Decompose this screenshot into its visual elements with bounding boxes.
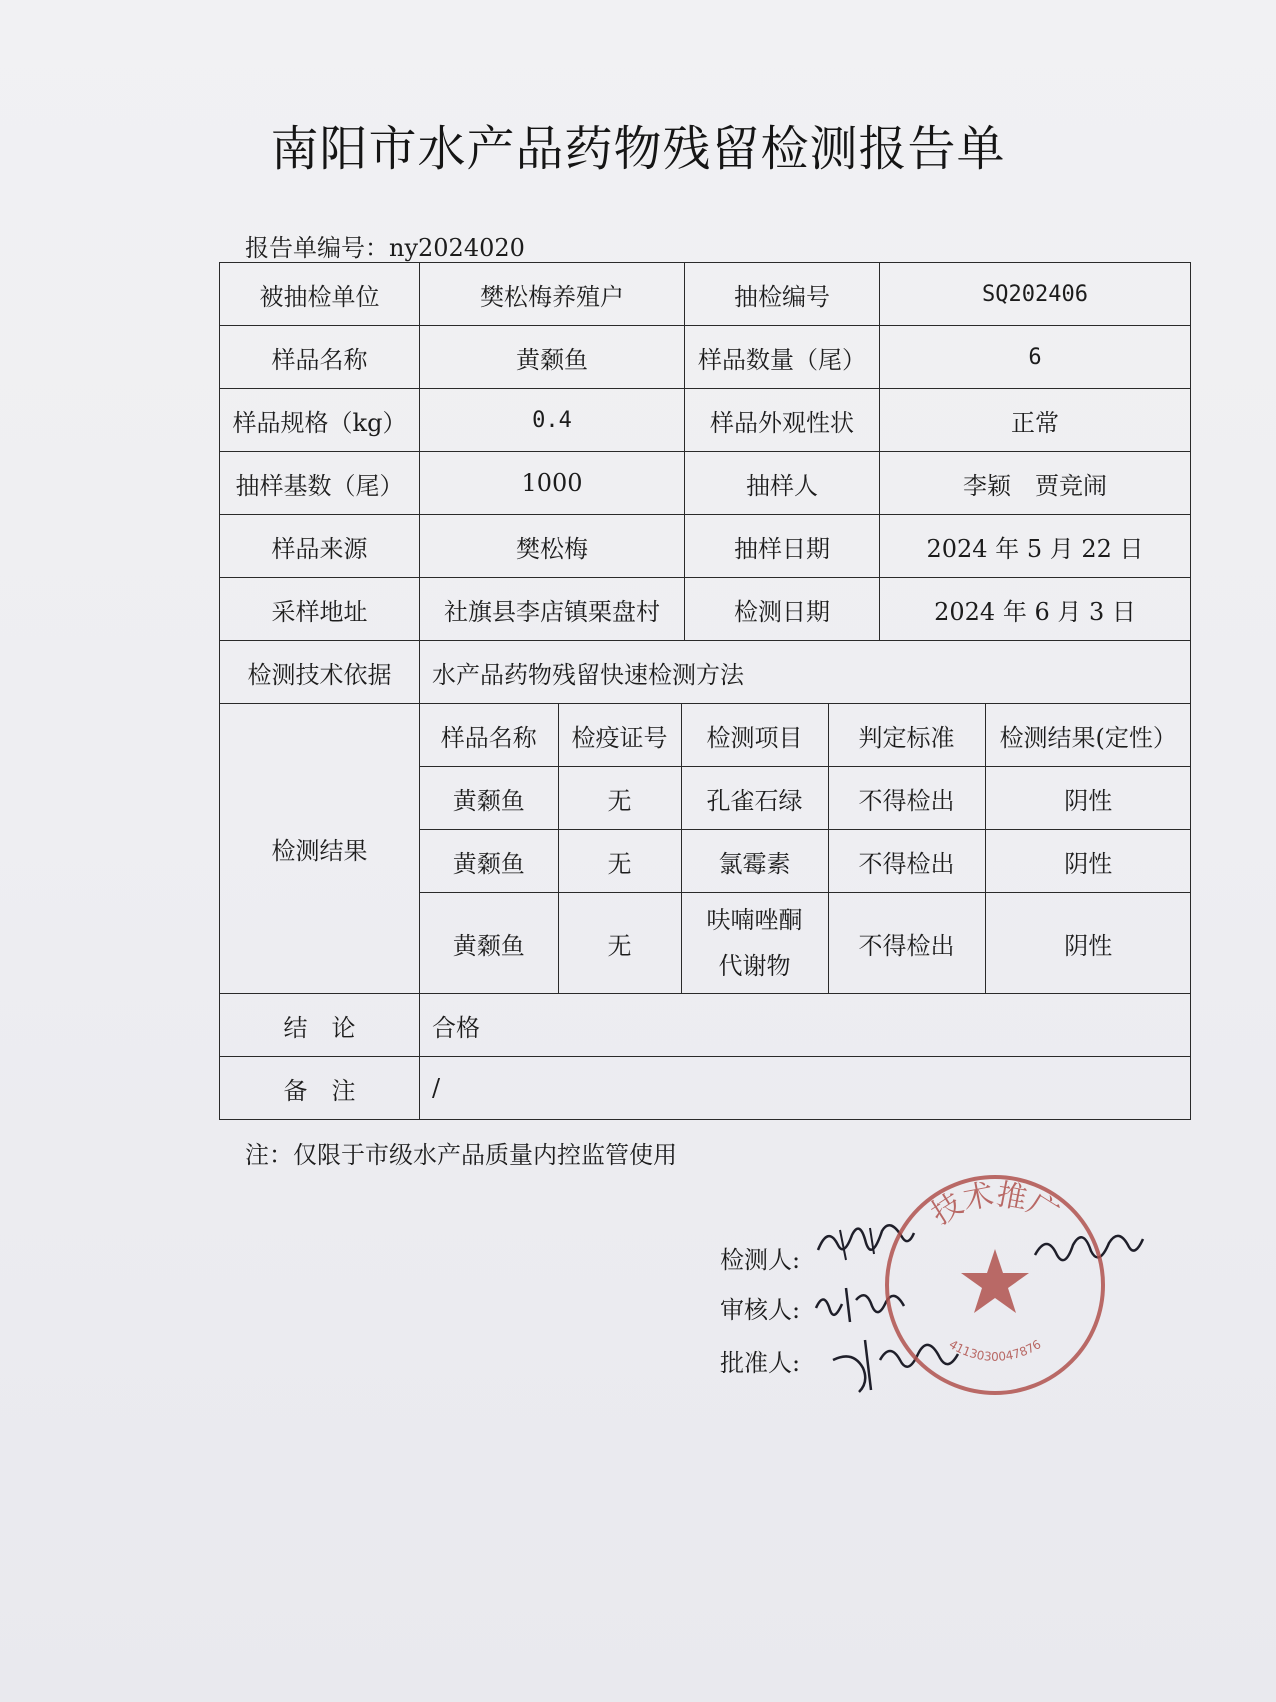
- field-label: 抽样基数（尾）: [220, 452, 420, 515]
- field-label: 样品名称: [220, 326, 420, 389]
- results-cell: 阴性: [985, 767, 1191, 830]
- field-value: 2024 年 5 月 22 日: [880, 515, 1191, 578]
- results-section: [220, 704, 1191, 994]
- field-value: 1000: [420, 452, 685, 515]
- results-cell: 无: [558, 767, 681, 830]
- field-value: 正常: [880, 389, 1191, 452]
- table-row: [220, 452, 1191, 515]
- approver-label: 批准人:: [720, 1349, 801, 1377]
- results-cell: 不得检出: [828, 893, 985, 994]
- results-table: [420, 704, 1191, 993]
- table-row: [220, 515, 1191, 578]
- item-line-1: 呋喃唑酮: [706, 906, 803, 934]
- results-header-row: [420, 704, 1191, 767]
- basis-value: 水产品药物残留快速检测方法: [420, 641, 1191, 704]
- results-cell: 氯霉素: [681, 830, 828, 893]
- field-value: 樊松梅养殖户: [420, 263, 685, 326]
- tester-label: 检测人:: [720, 1246, 801, 1274]
- results-cell: 孔雀石绿: [681, 767, 828, 830]
- item-line-2: 代谢物: [718, 952, 791, 980]
- basis-label: 检测技术依据: [220, 641, 420, 704]
- field-label: 样品来源: [220, 515, 420, 578]
- field-value: 6: [880, 326, 1191, 389]
- remark-value: /: [420, 1057, 1191, 1120]
- field-value: 李颖 贾竞闹: [880, 452, 1191, 515]
- table-row: [220, 263, 1191, 326]
- table-row: [220, 578, 1191, 641]
- report-number: 报告单编号：ny2024020: [245, 234, 525, 262]
- results-label: 检测结果: [220, 704, 420, 994]
- field-value: 0.4: [420, 389, 685, 452]
- results-header: 样品名称: [420, 704, 558, 767]
- results-header: 检测结果(定性）: [985, 704, 1191, 767]
- results-cell: 黄颡鱼: [420, 830, 558, 893]
- svg-text:技术推广: 技术推广: [925, 1177, 1065, 1233]
- results-cell-item: [681, 893, 828, 994]
- field-value: SQ202406: [880, 263, 1191, 326]
- results-cell: 黄颡鱼: [420, 893, 558, 994]
- field-value: 社旗县李店镇栗盘村: [420, 578, 685, 641]
- table-row: [220, 641, 1191, 704]
- results-cell: 不得检出: [828, 767, 985, 830]
- results-cell: 阴性: [985, 893, 1191, 994]
- field-label: 抽检编号: [685, 263, 880, 326]
- remark-label: 备 注: [220, 1057, 420, 1120]
- field-label: 采样地址: [220, 578, 420, 641]
- svg-text:4113030047876: 4113030047876: [946, 1337, 1044, 1364]
- results-header: 判定标准: [828, 704, 985, 767]
- results-row: [420, 893, 1191, 994]
- official-seal: [875, 1165, 1115, 1405]
- field-label: 检测日期: [685, 578, 880, 641]
- table-row: [220, 326, 1191, 389]
- table-row: [220, 389, 1191, 452]
- results-header: 检疫证号: [558, 704, 681, 767]
- report-table: [219, 262, 1191, 1120]
- results-cell: 阴性: [985, 830, 1191, 893]
- field-label: 抽样人: [685, 452, 880, 515]
- conclusion-value: 合格: [420, 994, 1191, 1057]
- results-cell: 无: [558, 830, 681, 893]
- results-row: [420, 830, 1191, 893]
- conclusion-label: 结 论: [220, 994, 420, 1057]
- results-cell: 不得检出: [828, 830, 985, 893]
- usage-note: 注：仅限于市级水产品质量内控监管使用: [245, 1141, 677, 1169]
- results-header: 检测项目: [681, 704, 828, 767]
- field-label: 样品数量（尾）: [685, 326, 880, 389]
- table-row: [220, 1057, 1191, 1120]
- report-title: 南阳市水产品药物残留检测报告单: [270, 121, 1006, 177]
- field-label: 样品外观性状: [685, 389, 880, 452]
- table-row: [220, 994, 1191, 1057]
- field-label: 抽样日期: [685, 515, 880, 578]
- results-row: [420, 767, 1191, 830]
- field-label: 样品规格（kg）: [220, 389, 420, 452]
- field-label: 被抽检单位: [220, 263, 420, 326]
- field-value: 黄颡鱼: [420, 326, 685, 389]
- results-cell: 黄颡鱼: [420, 767, 558, 830]
- field-value: 2024 年 6 月 3 日: [880, 578, 1191, 641]
- field-value: 樊松梅: [420, 515, 685, 578]
- reviewer-label: 审核人:: [720, 1296, 801, 1324]
- results-cell: 无: [558, 893, 681, 994]
